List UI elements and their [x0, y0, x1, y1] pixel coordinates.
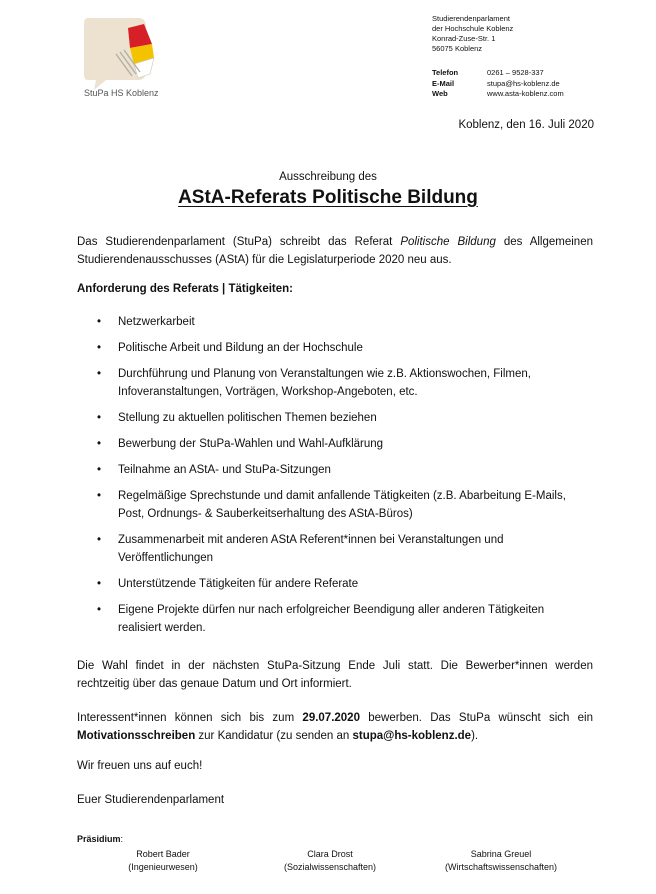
pre-title: Ausschreibung des — [279, 171, 377, 183]
praesidium-word: Präsidium — [77, 834, 121, 844]
signatory-field: (Ingenieurwesen) — [128, 862, 198, 872]
logo-text: StuPa HS Koblenz — [84, 88, 159, 98]
contact-block — [432, 68, 564, 100]
list-item: • Bewerbung der StuPa-Wahlen und Wahl-Aufklärung — [77, 435, 587, 453]
address-line: Konrad-Zuse-Str. 1 — [432, 34, 496, 43]
logo-red-segment — [128, 24, 152, 48]
apply-deadline: 29.07.2020 — [302, 712, 360, 724]
praesidium-colon: : — [120, 834, 124, 844]
list-item: • Eigene Projekte dürfen nur nach erfolgreicher Beendigung aller anderen Tätigkeiten realisiert werden. — [77, 601, 587, 637]
signatory-name: Sabrina Greuel — [470, 849, 532, 859]
address-line: der Hochschule Koblenz — [432, 24, 514, 33]
list-item: • Netzwerkarbeit — [77, 313, 587, 331]
list-item: • Teilnahme an AStA- und StuPa-Sitzungen — [77, 461, 587, 479]
tasks-list — [77, 313, 587, 645]
contact-phone — [432, 68, 564, 79]
contact-value: 0261 – 9528-337 — [487, 68, 544, 77]
closing-line-1: Wir freuen uns auf euch! — [77, 760, 203, 772]
intro-text: Das Studierendenparlament (StuPa) schreibt das Referat — [77, 236, 401, 248]
apply-text: Interessent*innen können sich bis zum — [77, 712, 303, 724]
signatory-3 — [426, 848, 576, 874]
apply-text: bewerben. Das StuPa wünscht sich ein — [359, 712, 594, 724]
contact-email — [432, 79, 564, 90]
signatory-name: Robert Bader — [136, 849, 190, 859]
signatory-field: (Wirtschaftswissenschaften) — [444, 862, 558, 872]
letter-date: Koblenz, den 16. Juli 2020 — [458, 119, 594, 131]
address-line: 56075 Koblenz — [432, 44, 483, 53]
apply-text: ). — [471, 730, 479, 742]
list-item: • Zusammenarbeit mit anderen AStA Referent*innen bei Veranstaltungen und Veröffentlichungen — [77, 531, 587, 567]
praesidium-label — [77, 834, 123, 844]
address-block — [432, 14, 513, 54]
closing-line-2: Euer Studierendenparlament — [77, 794, 225, 806]
intro-text: des Allgemeinen Studierendenausschusses (AStA) für die Legislaturperiode 2020 neu aus. — [77, 236, 593, 266]
list-item: • Durchführung und Planung von Veranstaltungen wie z.B. Aktionswochen, Filmen, Infoveranstaltungen, Vorträgen, Workshop-Angeboten, etc. — [77, 365, 587, 401]
list-item: • Stellung zu aktuellen politischen Themen beziehen — [77, 409, 587, 427]
intro-paragraph — [77, 233, 593, 269]
address-line: Studierendenparlament — [432, 14, 510, 23]
list-item: • Unterstützende Tätigkeiten für andere Referate — [77, 575, 587, 593]
signatory-2 — [255, 848, 405, 874]
contact-label: Web — [432, 89, 448, 98]
contact-label: E-Mail — [432, 78, 455, 88]
intro-italic: Politische Bildung — [400, 236, 496, 248]
contact-web — [432, 89, 564, 100]
contact-value: stupa@hs-koblenz.de — [487, 78, 560, 88]
list-item: • Regelmäßige Sprechstunde und damit anfallende Tätigkeiten (z.B. Abarbeitung E-Mails, Post, Ordnungs- & Sauberkeitserhaltung des AStA-Büros) — [77, 487, 587, 523]
apply-document: Motivationsschreiben — [77, 730, 196, 742]
page-title: AStA-Referats Politische Bildung — [178, 187, 478, 208]
apply-paragraph — [77, 709, 593, 745]
apply-email: stupa@hs-koblenz.de — [352, 730, 472, 742]
list-item: • Politische Arbeit und Bildung an der Hochschule — [77, 339, 587, 357]
signatory-1 — [88, 848, 238, 874]
election-paragraph: Die Wahl findet in der nächsten StuPa-Sitzung Ende Juli statt. Die Bewerber*innen werden rechtzeitig über das genaue Datum und Ort informiert. — [77, 660, 593, 690]
contact-label: Telefon — [432, 68, 459, 77]
contact-value: www.asta-koblenz.com — [487, 89, 564, 98]
tasks-heading: Anforderung des Referats | Tätigkeiten: — [77, 283, 294, 295]
signatory-name: Clara Drost — [307, 849, 353, 859]
signatory-field: (Sozialwissenschaften) — [283, 862, 377, 872]
apply-text: zur Kandidatur (zu senden an — [195, 730, 353, 742]
